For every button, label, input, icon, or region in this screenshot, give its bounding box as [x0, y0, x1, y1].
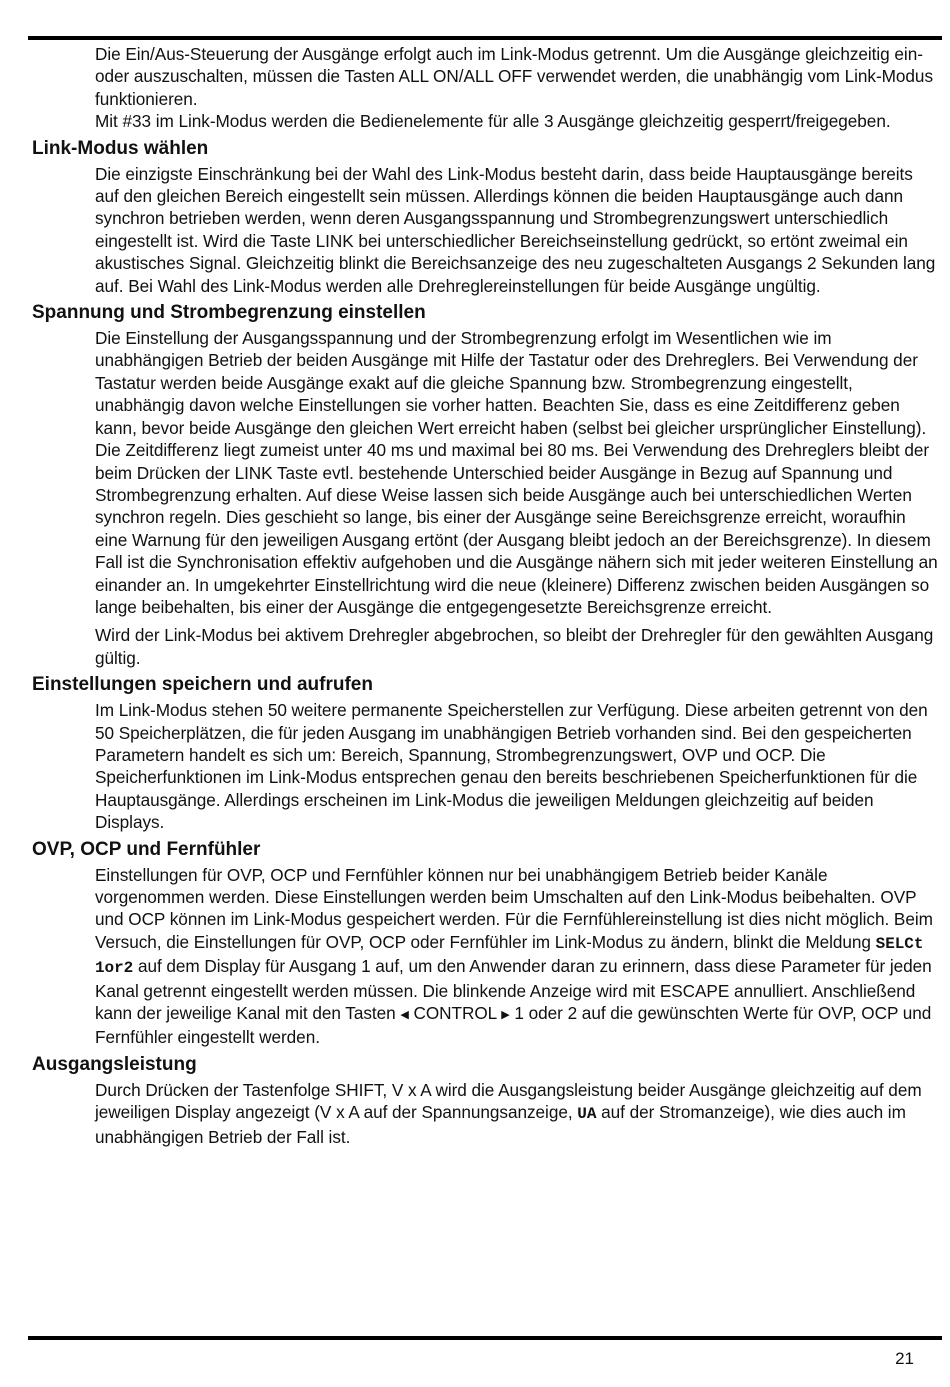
section-paragraph: Im Link-Modus stehen 50 weitere permanente Speicherstellen zur Verfügung. Diese arbeiten getrennt von den 50 Speicherplätzen, die für jeden Ausgang im unabhängigen Betrieb vorhanden sind. Bei den gespeicherten Parametern handelt es sich um: Bereich, Spannung, Strombegrenzungswert, OVP und OCP. Die Speicherfunktionen im Link-Modus entsprechen genau den bereits beschriebenen Speicherfunktionen für die Hauptausgänge. Allerdings erscheinen im Link-Modus die jeweiligen Meldungen gleichzeitig auf beiden Displays. [95, 700, 928, 833]
arrow-right-icon: ▶ [501, 1009, 510, 1022]
section-heading-spannung: Spannung und Strombegrenzung einstellen [32, 302, 426, 324]
bottom-rule [28, 1336, 942, 1340]
paragraph-text: Einstellungen für OVP, OCP und Fernfühler können nur bei unabhängigem Betrieb beider Kanäle vorgenommen werden. Diese Einstellungen werden beim Umschalten auf den Link-Modus beibehalten. OVP und OCP können im Link-Modus gespeichert werden. Für die Fernfühlereinstellung ist dies nicht möglich. Beim Versuch, die Einstellungen für OVP, OCP oder Fernfühler im Link-Modus zu ändern, blinkt die Meldung [95, 864, 933, 952]
section-paragraph: Wird der Link-Modus bei aktivem Drehregler abgebrochen, so bleibt der Drehregler für den gewählten Ausgang gültig. [95, 625, 934, 668]
display-message-code: UA [577, 1105, 597, 1124]
section-paragraph: Die Einstellung der Ausgangsspannung und der Strombegrenzung erfolgt im Wesentlichen wie im unabhängigen Betrieb der beiden Ausgänge mit Hilfe der Tastatur oder des Drehreglers. Bei Verwendung der Tastatur werden beide Ausgänge exakt auf die gleiche Spannung bzw. Strombegrenzung eingestellt, unabhängig davon welche Einstellungen sie vorher hatten. Beachten Sie, dass es eine Zeitdifferenz geben kann, bevor beide Ausgänge den gleichen Wert erreicht haben (selbst bei gleicher ursprünglicher Einstellung). Die Zeitdifferenz liegt zumeist unter 40 ms und maximal bei 80 ms. Bei Verwendung des Drehreglers bleibt der beim Drücken der LINK Taste evtl. bestehende Unterschied beider Ausgänge in Bezug auf Spannung und Strombegrenzung erhalten. Auf diese Weise lassen sich beide Ausgänge auch bei unterschiedlichen Werten synchron regeln. Dies geschieht so lange, bis einer der Ausgänge seine Bereichsgrenze erreicht, woraufhin eine Warnung für den jeweiligen Ausgang ertönt (der Ausgang bleibt jedoch an der Bereichsgrenze). In diesem Fall ist die Synchronisation effektiv aufgehoben und die Ausgänge nähern sich mit jeder weiteren Einstellung an einander an. In umgekehrter Einstellrichtung wird die neue (kleinere) Differenz zwischen beiden Ausgängen so lange beibehalten, bis einer der Ausgänge die entgegengesetzte Bereichsgrenze erreicht. [95, 328, 938, 617]
paragraph-text: 1 oder 2 auf die gewünschten Werte für OVP, OCP und Fernfühler eingestellt werden. [95, 1003, 932, 1048]
control-key-label: CONTROL [408, 1003, 502, 1024]
section-paragraph: Die einzigste Einschränkung bei der Wahl des Link-Modus besteht darin, dass beide Hauptausgänge bereits auf den gleichen Bereich eingestellt sein müssen. Allerdings können die beiden Hauptausgänge auch dann synchron betrieben werden, wenn deren Ausgangsspannung und Strombegrenzungswert unterschiedlich eingestellt ist. Wird die Taste LINK bei unterschiedlicher Bereichseinstellung gedrückt, so ertönt zweimal ein akustisches Signal. Gleichzeitig blinkt die Bereichsanzeige des neu zugeschalteten Ausgangs 2 Sekunden lang auf. Bei Wahl des Link-Modus werden alle Drehreglereinstellungen für beide Ausgänge ungültig. [95, 163, 936, 296]
paragraph-text: auf dem Display für Ausgang 1 auf, um den Anwender daran zu erinnern, dass diese Parameter für jeden Kanal getrennt eingestellt werden müssen. Die blinkende Anzeige wird mit ESCAPE annulliert. Anschließend kann der jeweilige Kanal mit den Tasten [95, 956, 932, 1024]
section-heading-ausgangsleistung: Ausgangsleistung [32, 1053, 197, 1075]
page-content [32, 43, 938, 1148]
paragraph-text: Durch Drücken der Tastenfolge SHIFT, V x A wird die Ausgangsleistung beider Ausgänge gleichzeitig auf dem jeweiligen Display angezeigt (V x A auf der Spannungsanzeige, [95, 1079, 922, 1123]
section-heading-speichern: Einstellungen speichern und aufrufen [32, 674, 373, 696]
arrow-left-icon: ◀ [400, 1009, 409, 1022]
top-rule [28, 36, 942, 40]
section-paragraph [95, 864, 938, 1049]
section-heading-link-modus: Link-Modus wählen [32, 137, 209, 159]
paragraph-text: auf der Stromanzeige), wie dies auch im unabhängigen Betrieb der Fall ist. [95, 1102, 906, 1147]
intro-paragraph: Die Ein/Aus-Steuerung der Ausgänge erfolgt auch im Link-Modus getrennt. Um die Ausgänge gleichzeitig ein- oder auszuschalten, müssen die Tasten ALL ON/ALL OFF verwendet werden, die unabhängig vom Link-Modus funktionieren. [95, 44, 933, 109]
section-paragraph [95, 1079, 938, 1148]
page-number: 21 [895, 1349, 914, 1368]
intro-paragraph: Mit #33 im Link-Modus werden die Bedienelemente für alle 3 Ausgänge gleichzeitig gesperrt/freigegeben. [95, 111, 891, 132]
display-message-code: SELCt 1or2 [95, 934, 924, 978]
section-heading-ovp-ocp: OVP, OCP und Fernfühler [32, 838, 261, 860]
